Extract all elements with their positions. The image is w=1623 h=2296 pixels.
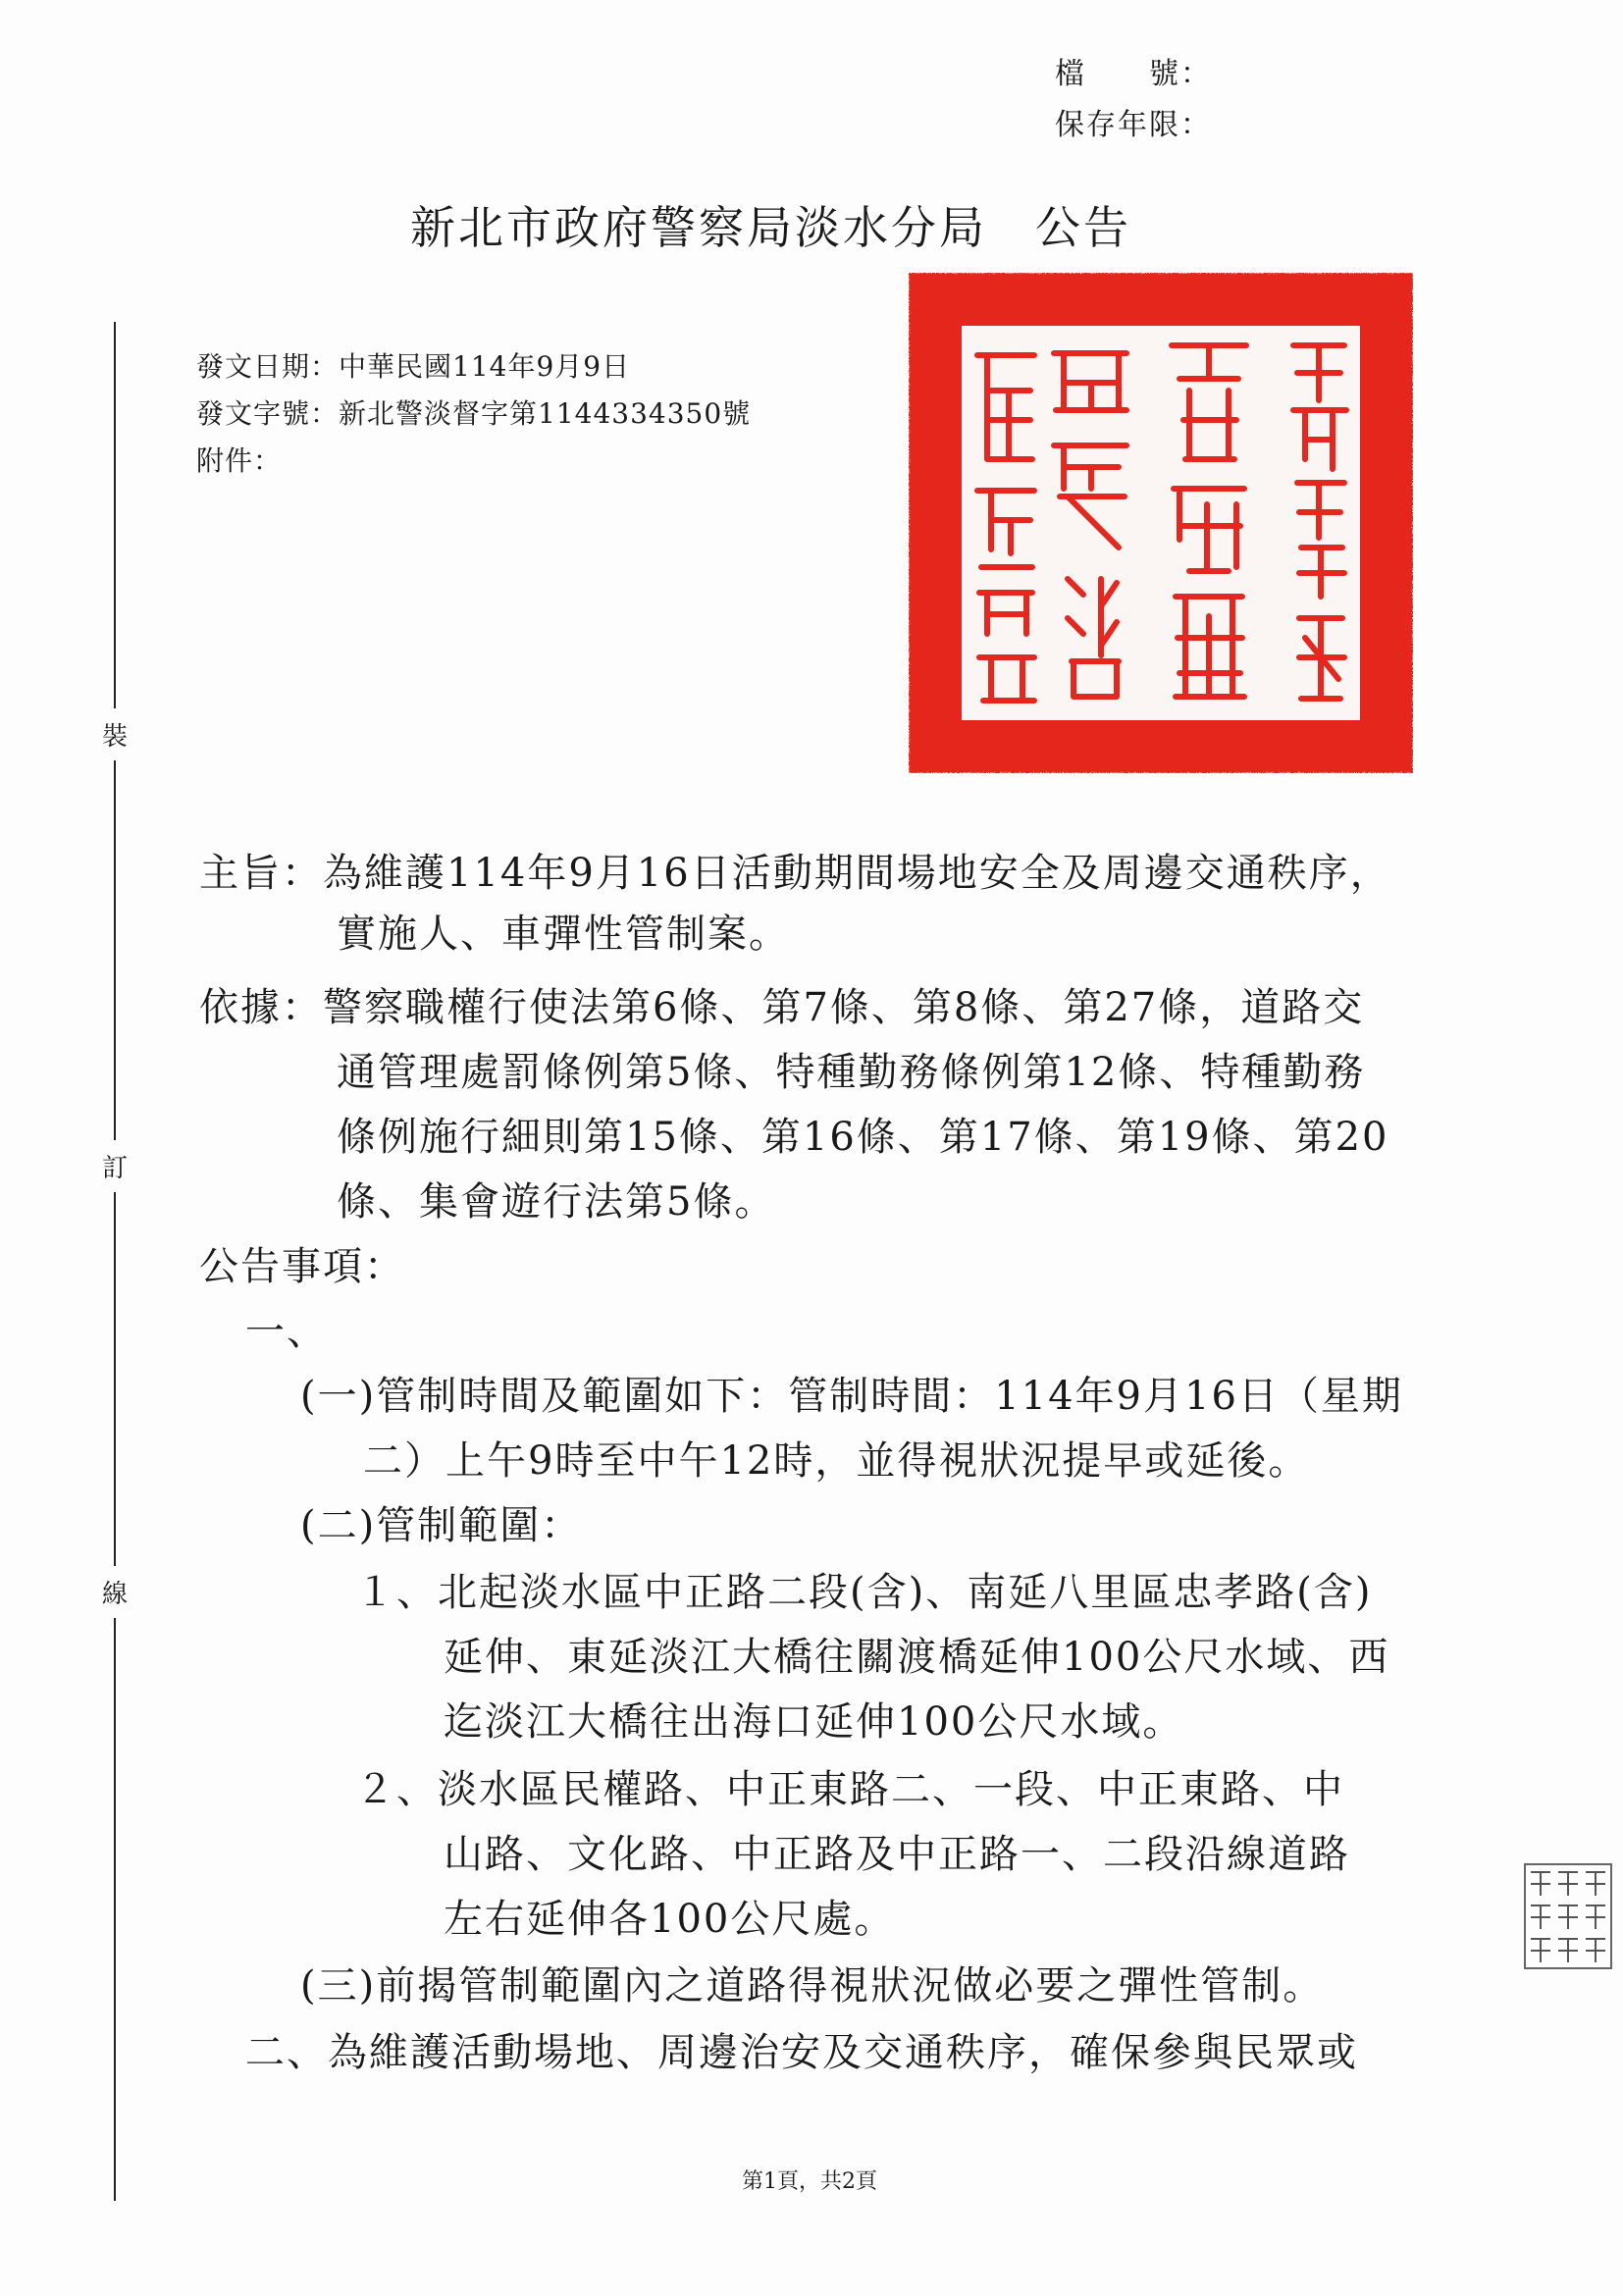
small-seal-stamp xyxy=(1523,1862,1613,1970)
retention-period-label: 保存年限： xyxy=(1055,108,1212,142)
range-1-line-1: １、北起淡水區中正路二段(含)、南延八里區忠孝路(含) xyxy=(355,1570,1373,1615)
sub-item-2: (二)管制範圍： xyxy=(300,1503,583,1548)
notice-heading: 公告事項： xyxy=(199,1244,405,1289)
issue-document-number: 發文字號：新北警淡督字第1144334350號 xyxy=(196,397,752,430)
basis-line-3: 條例施行細則第15條、第16條、第17條、第19條、第20 xyxy=(337,1115,1389,1160)
attachment-label: 附件： xyxy=(196,444,283,477)
binding-mark-ding: 訂 xyxy=(98,1140,131,1192)
binding-mark-zhuang: 裝 xyxy=(98,708,131,760)
basis-line-1: 依據：警察職權行使法第6條、第7條、第8條、第27條，道路交 xyxy=(199,985,1365,1030)
sub-item-1-line-1: (一)管制時間及範圍如下：管制時間：114年9月16日（星期 xyxy=(300,1374,1403,1419)
range-2-line-2: 山路、文化路、中正路及中正路一、二段沿線道路 xyxy=(444,1832,1350,1877)
range-2-line-3: 左右延伸各100公尺處。 xyxy=(444,1897,896,1942)
sub-item-3: (三)前揭管制範圍內之道路得視狀況做必要之彈性管制。 xyxy=(300,1963,1325,2009)
basis-line-4: 條、集會遊行法第5條。 xyxy=(337,1179,776,1225)
sub-item-1-line-2: 二）上午9時至中午12時，並得視狀況提早或延後。 xyxy=(363,1438,1310,1484)
page-title: 新北市政府警察局淡水分局 公告 xyxy=(410,201,1131,254)
page-number: 第1頁，共2頁 xyxy=(742,2169,877,2194)
basis-line-2: 通管理處罰條例第5條、特種勤務條例第12條、特種勤務 xyxy=(337,1050,1366,1095)
range-2-line-1: ２、淡水區民權路、中正東路二、一段、中正東路、中 xyxy=(355,1767,1344,1812)
subject-line-2: 實施人、車彈性管制案。 xyxy=(337,912,790,957)
issue-date: 發文日期：中華民國114年9月9日 xyxy=(196,350,631,383)
file-number-label: 檔 號： xyxy=(1055,57,1212,91)
official-seal-stamp xyxy=(909,273,1413,773)
binding-mark-xian: 線 xyxy=(98,1566,131,1618)
range-1-line-2: 延伸、東延淡江大橋往關渡橋延伸100公尺水域、西 xyxy=(444,1635,1390,1680)
range-1-line-3: 迄淡江大橋往出海口延伸100公尺水域。 xyxy=(444,1699,1184,1745)
binding-line xyxy=(114,322,116,2201)
small-seal-glyphs xyxy=(1531,1872,1605,1962)
item-2-line-1: 二、為維護活動場地、周邊治安及交通秩序，確保參與民眾或 xyxy=(245,2030,1358,2075)
item-1-label: 一、 xyxy=(245,1309,328,1354)
subject-line-1: 主旨：為維護114年9月16日活動期間場地安全及周邊交通秩序， xyxy=(199,851,1391,896)
